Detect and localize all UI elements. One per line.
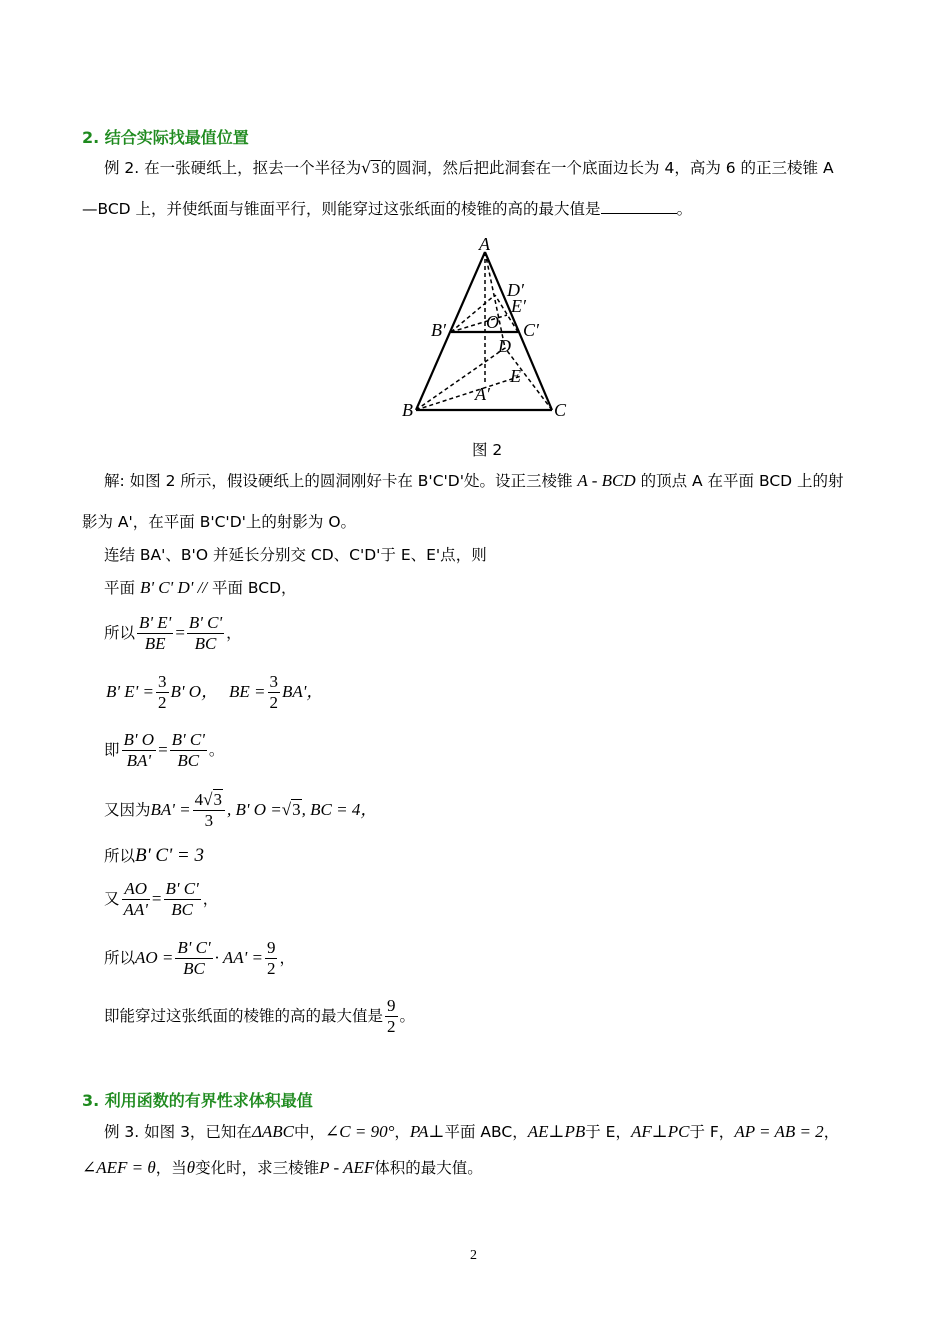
section-3-heading: 3. 利用函数的有界性求体积最值 — [82, 1091, 313, 1110]
label-E: E — [510, 366, 521, 386]
equation-1: 所以 $\frac{B' E'}{BE}$ = $\frac{B' C'}{BC}$ ， — [104, 613, 242, 653]
solution-line-4: 平面 B' C' D' // 平面 BCD， — [104, 578, 297, 597]
label-Cp: C′ — [523, 320, 539, 340]
label-C: C — [554, 400, 567, 420]
example-3-line-1: 例 3. 如图 3，已知在ΔABC中，∠C = 90°，PA⊥平面 ABC，AE⊥PB于 E，AF⊥PC于 F，AP = AB = 2， — [104, 1122, 840, 1141]
solution-line-3: 连结 BA'、B'O 并延长分别交 CD、C'D'于 E、E'点，则 — [104, 546, 487, 564]
solution-line-1: 解: 如图 2 所示，假设硬纸上的圆洞刚好卡在 B'C'D'处。设正三棱锥 A - BCD 的顶点 A 在平面 BCD 上的射 — [104, 471, 844, 490]
sqrt-expression: √3 — [361, 159, 380, 177]
label-D: D — [498, 336, 511, 356]
section-2-heading: 2. 结合实际找最值位置 — [82, 128, 249, 147]
equation-6: 又 $\frac{AO}{AA'}$ = $\frac{B' C'}{BC}$ ， — [104, 879, 219, 919]
line-BE — [416, 376, 521, 410]
figure-caption: 图 2 — [472, 441, 503, 459]
page-number: 2 — [470, 1248, 477, 1263]
equation-2: B' E' = $\frac{3}{2}$ B' O， BE = $\frac{3}{2}$ BA'， — [106, 672, 324, 712]
label-A: A — [479, 234, 490, 254]
label-Ep: E′ — [511, 296, 526, 316]
equation-7: 所以AO = $\frac{B' C'}{BC}$ · AA' = $\frac{9}{2}$ ， — [104, 938, 295, 978]
equation-8-conclusion: 即能穿过这张纸面的棱锥的高的最大值是 $\frac{9}{2}$ 。 — [104, 996, 416, 1036]
solution-line-2: 影为 A'，在平面 B'C'D'上的射影为 O。 — [82, 513, 357, 531]
label-B: B — [402, 400, 413, 420]
example-3-line-2: ∠AEF = θ，当θ变化时，求三棱锥P - AEF体积的最大值。 — [82, 1158, 483, 1177]
example-2-line-1: 例 2. 在一张硬纸上，抠去一个半径为√3的圆洞，然后把此洞套在一个底面边长为 4，高为 6 的正三棱锥 A — [104, 159, 834, 177]
equation-3: 即 $\frac{B' O}{BA'}$ = $\frac{B' C'}{BC}$ 。 — [104, 730, 225, 770]
equation-5: 所以B' C' = 3 — [104, 845, 204, 866]
label-Ap: A′ — [475, 384, 490, 404]
pyramid-figure — [395, 230, 585, 430]
answer-blank — [601, 197, 677, 214]
label-Dp: D′ — [507, 280, 524, 300]
example-2-line-2: —BCD 上，并使纸面与锥面平行，则能穿过这张纸面的棱锥的高的最大值是 。 — [82, 197, 692, 219]
label-Bp: B′ — [431, 320, 446, 340]
label-O: O — [486, 312, 499, 332]
equation-4: 又因为BA' = $\frac{4√3}{3}$ , B' O =√3, BC = 4， — [104, 790, 378, 830]
edge-AD — [485, 252, 505, 348]
